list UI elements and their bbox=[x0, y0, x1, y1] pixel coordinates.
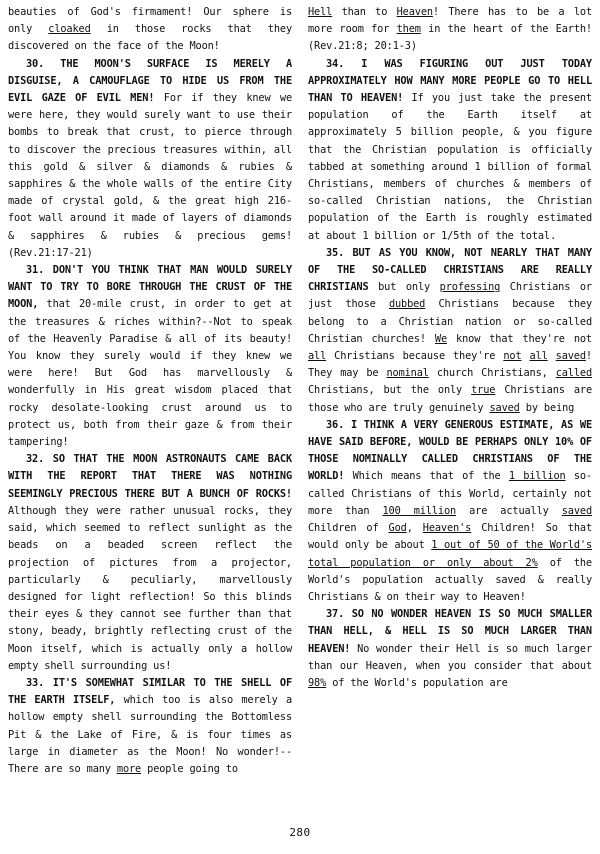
paragraph-33: 33. IT'S SOMEWHAT SIMILAR TO THE SHELL OF THE EARTH ITSELF, which too is also merely a hollow empty shell surrounding the Bottomless Pit & the Lake of Fire, & is four times as large in diameter as the Moon! No wonder!--There are so many more people going to bbox=[8, 676, 292, 775]
paragraph-number: 31. bbox=[26, 264, 45, 277]
paragraph-34 bbox=[308, 56, 592, 245]
paragraph-32 bbox=[8, 451, 292, 675]
paragraph-lead: I WAS FIGURING OUT JUST TODAY APPROXIMATELY HOW MANY MORE PEOPLE GO TO HELL THAN TO HEAVEN! bbox=[308, 57, 592, 105]
paragraph-lead: SO NO WONDER HEAVEN IS SO MUCH SMALLER THAN HELL, & HELL IS SO MUCH LARGER THAN HEAVEN! bbox=[308, 608, 592, 655]
paragraph-continued: Hell than to Heaven! There has to be a lot more room for them in the heart of the Earth! (Rev.21:8; 20:1-3) bbox=[308, 6, 592, 53]
paragraph-body: For if they knew we were here, they would surely want to use their bombs to break that crust, to pierce through to discover the precious treasures within, all this gold & silver & diamonds & rubies & sapphires & the whole walls of the entire City made of crystal gold, & the great high 216-foot wall around it made of layers of diamonds & sapphires & rubies & precious gems! (Rev.21:17-21) bbox=[8, 92, 292, 259]
paragraph-36: 36. I THINK A VERY GENEROUS ESTIMATE, AS WE HAVE SAID BEFORE, WOULD BE PERHAPS ONLY 10% OF THOSE NOMINALLY CALLED CHRISTIANS OF THE WORLD! Which means that of the 1 billion so-called Christians of this World, certainly not more than 100 million are actually saved Children of God, Heaven's Children! So that would only be about 1 out of 50 of the World's total population or only about 2% of the World's population actually saved & really Christians & on their way to Heaven! bbox=[308, 418, 593, 603]
paragraph-lead: DON'T YOU THINK THAT MAN WOULD SURELY WANT TO TRY TO BORE THROUGH THE CRUST OF THE MOON, bbox=[8, 264, 292, 311]
paragraph-lead: BUT AS YOU KNOW, NOT NEARLY THAT MANY OF THE SO-CALLED CHRISTIANS ARE REALLY CHRISTIANS bbox=[308, 246, 592, 294]
paragraph-body: Although they were rather unusual rocks, they said, which seemed to reflect sunlight as the beads on a beaded screen reflect the projection of pictures from a projector, particularly & peculiarly, marvellously designed for light reflection! So this blinds their eyes & they cannot see further than that stony, beady, brightly reflecting crust of the Moon itself, which is actually only a hollow empty shell surrounding us! bbox=[8, 504, 292, 672]
paragraph-35: 35. BUT AS YOU KNOW, NOT NEARLY THAT MANY OF THE SO-CALLED CHRISTIANS ARE REALLY CHRISTIANS but only professing Christians or just those dubbed Christians because they belong to a Christian nation or so-called Christian churches! We know that they're not all Christians because they're not all saved! They may be nominal church Christians, called Christians, but the only true Christians are those who are truly genuinely saved by being bbox=[308, 246, 592, 414]
paragraph-37: 37. SO NO WONDER HEAVEN IS SO MUCH SMALLER THAN HELL, & HELL IS SO MUCH LARGER THAN HEAVEN! No wonder their Hell is so much larger than our Heaven, when you consider that about 98% of the World's population are bbox=[308, 608, 592, 689]
document-page bbox=[8, 4, 592, 824]
paragraph-30 bbox=[8, 56, 292, 262]
paragraph-lead: THE MOON'S SURFACE IS MERELY A DISGUISE, A CAMOUFLAGE TO HIDE US FROM THE EVIL GAZE OF EVIL MEN! bbox=[8, 57, 292, 105]
paragraph-body: If you just take the present population of the Earth itself at approximately 5 billion people, & you figure that the Christian population is officially tabbed at something around 1 billion of formal Christians, members of churches & members of so-called Christian nations, the Christian population of the Earth is roughly estimated at about 1 billion or 1/5th of the total. bbox=[308, 92, 592, 242]
paragraph-number: 32. bbox=[26, 453, 45, 466]
left-column bbox=[8, 4, 292, 778]
paragraph-lead: I THINK A VERY GENEROUS ESTIMATE, AS WE HAVE SAID BEFORE, WOULD BE PERHAPS ONLY 10% OF THOSE NOMINALLY CALLED CHRISTIANS OF THE WORLD! bbox=[308, 418, 593, 483]
paragraph-number: 30. bbox=[26, 57, 45, 70]
paragraph-number: 36. bbox=[326, 418, 345, 431]
paragraph-lead: SO THAT THE MOON ASTRONAUTS CAME BACK WITH THE REPORT THAT THERE WAS NOTHING SEEMINGLY PRECIOUS THERE BUT A BUNCH OF ROCKS! bbox=[8, 453, 292, 500]
paragraph-31 bbox=[8, 262, 292, 451]
paragraph-number: 35. bbox=[326, 246, 345, 259]
paragraph-lead: IT'S SOMEWHAT SIMILAR TO THE SHELL OF THE EARTH ITSELF, bbox=[8, 676, 292, 707]
paragraph-intro: beauties of God's firmament! Our sphere is only cloaked in those rocks that they discovered on the face of the Moon! bbox=[8, 6, 293, 53]
page-number: 280 bbox=[289, 826, 311, 839]
paragraph-body: that 20-mile crust, in order to get at the treasures & riches within?--Not to speak of the Heavenly Paradise & all of its beauty! You know they surely would if they knew we were here! But God has marvellously & wonderfully in His great wisdom placed that rocky desolate-looking crust around us to protect us, both from their gaze & from their tampering! bbox=[8, 298, 292, 449]
paragraph-number: 37. bbox=[326, 608, 345, 621]
right-column bbox=[308, 4, 592, 692]
paragraph-number: 34. bbox=[326, 57, 345, 70]
paragraph-number: 33. bbox=[26, 676, 45, 689]
